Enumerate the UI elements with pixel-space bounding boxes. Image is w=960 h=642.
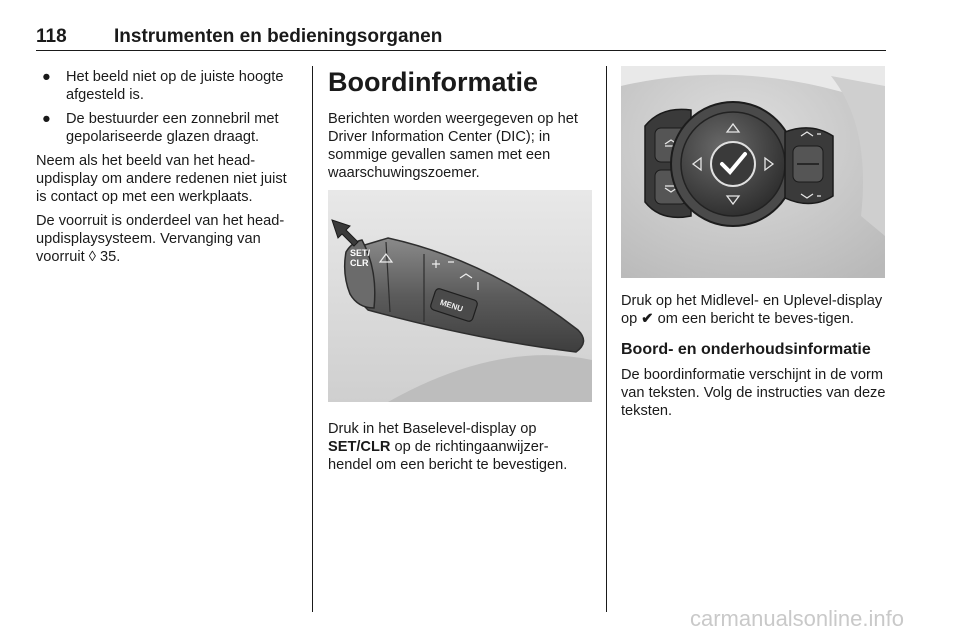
column-2 <box>328 66 592 188</box>
set-clr-label-line1: SET/ <box>350 248 371 258</box>
bullet-marker: ● <box>42 69 51 85</box>
subheading: Boord- en onderhoudsinformatie <box>621 341 871 358</box>
bullet-text: De bestuurder een zonnebril met gepolariseerde glazen draagt. <box>66 111 279 145</box>
column-3 <box>621 292 887 426</box>
midlevel-text-end: om een bericht te beves-tigen. <box>657 311 854 327</box>
info-paragraph: De boordinformatie verschijnt in de vorm van teksten. Volg de instructies van deze teksten. <box>621 367 886 419</box>
set-clr-label-line2: CLR <box>350 258 369 268</box>
steering-wheel-controls-illustration <box>621 66 885 278</box>
figure1-caption <box>328 420 592 474</box>
windscreen-text: De voorruit is onderdeel van het head-updisplaysysteem. Vervanging van voorruit <box>36 213 285 265</box>
page-header <box>36 26 886 50</box>
bullet-item <box>36 68 300 104</box>
midlevel-text: Druk op het Midlevel- en Uplevel-display op <box>621 293 883 327</box>
section-heading: Boordinformatie <box>328 67 539 97</box>
page-reference-link[interactable]: 35. <box>100 249 121 265</box>
checkmark-symbol-icon: ✔ <box>641 311 654 327</box>
midlevel-instruction <box>621 292 887 328</box>
set-clr-term: SET/CLR <box>328 439 391 455</box>
menu-button-label: MENU <box>438 297 465 314</box>
turn-signal-stalk-figure <box>328 190 592 402</box>
column-divider-1 <box>312 66 313 612</box>
intro-paragraph: Berichten worden weergegeven op het Driver Information Center (DIC); in sommige gevallen samen met een waarschuwingszoemer. <box>328 111 578 181</box>
paragraph-windscreen <box>36 212 300 266</box>
bullet-item <box>36 110 300 146</box>
watermark: carmanualsonline.info <box>689 606 904 631</box>
bullet-marker: ● <box>42 111 51 127</box>
caption-text-end: op de richtingaanwijzer-hendel om een bericht te bevestigen. <box>328 439 568 473</box>
page-number: 118 <box>36 26 67 47</box>
ok-button <box>711 142 755 186</box>
header-rule <box>36 50 886 51</box>
steering-wheel-controls-figure <box>621 66 885 278</box>
turn-signal-stalk-illustration <box>328 190 592 402</box>
paragraph-workshop: Neem als het beeld van het head-updisplay om andere redenen niet juist is contact op met een werkplaats. <box>36 153 287 205</box>
page-reference-arrow-icon: ◊ <box>88 249 96 265</box>
chapter-title: Instrumenten en bedieningsorganen <box>114 26 443 47</box>
caption-text: Druk in het Baselevel-display op <box>328 421 537 437</box>
bullet-text: Het beeld niet op de juiste hoogte afgesteld is. <box>66 69 284 103</box>
column-divider-2 <box>606 66 607 612</box>
column-1 <box>36 68 300 272</box>
